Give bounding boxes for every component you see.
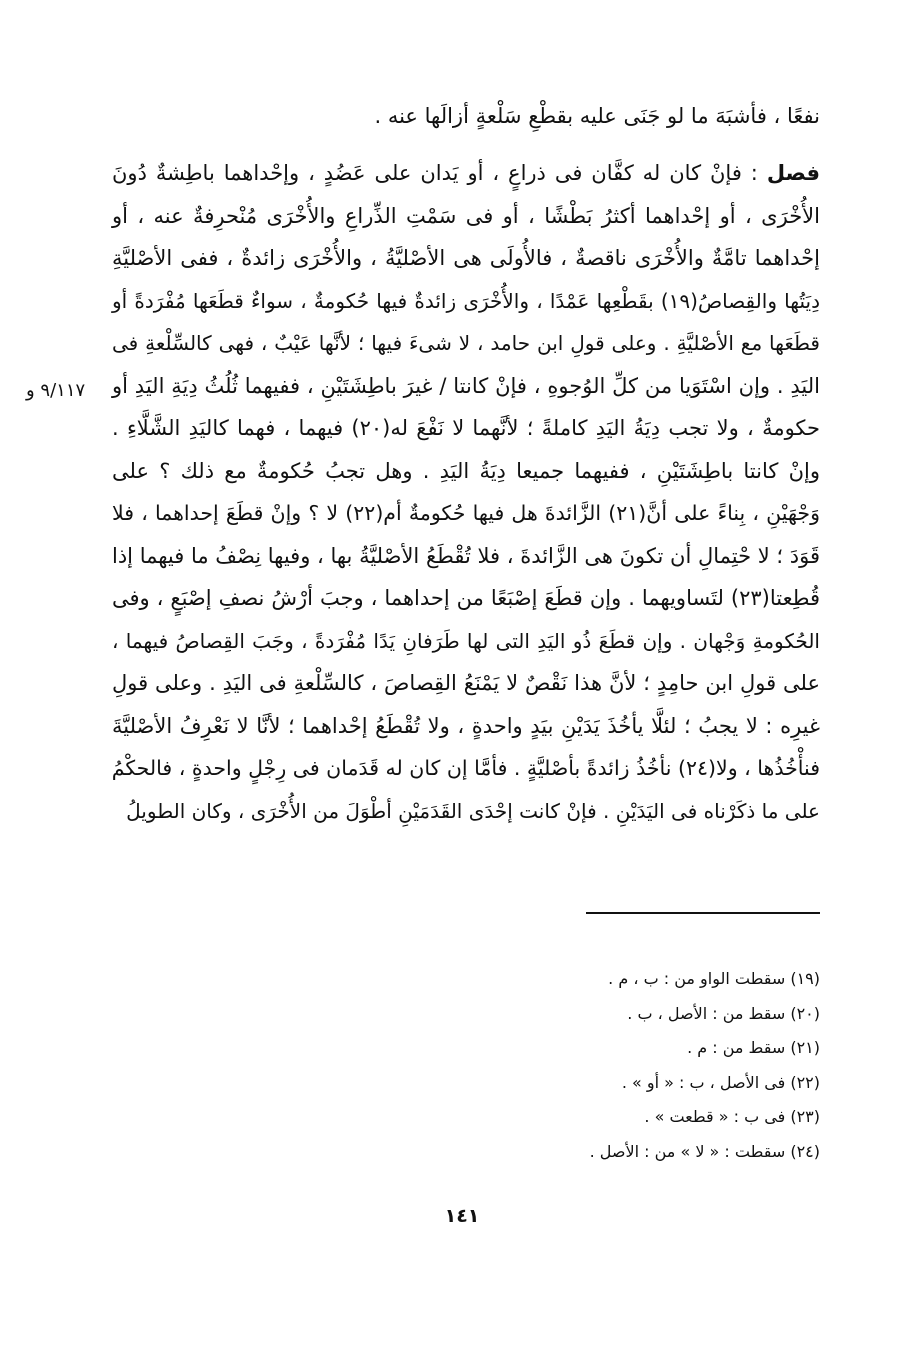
- text-line: فنأْخُذُها ، ولا(٢٤) نأخُذُ زائدةً بأصْليَّةٍ . فأمَّا إن كان له قَدَمان فى رِجْلٍ واحدةٍ ، فالحكْمُ: [111, 756, 820, 780]
- text-line: الحُكومةِ وَجْهان . وإن قطَعَ ذُو اليَدِ التى لها طَرَفانِ يَدًا مُفْرَدةً ، وجَبَ القِصاصُ فيهما ،: [112, 628, 820, 653]
- paragraph-first-line: [112, 152, 820, 195]
- footnote: (٢١) سقط من : م .: [687, 1038, 820, 1057]
- main-paragraph: [112, 152, 820, 832]
- text-line: غيرِه : لا يجبُ ؛ لئلَّا يأخُذَ يَدَيْنِ بيَدٍ واحدةٍ ، ولا تُقْطَعُ إحْداهما ؛ لأنَّا لا نَعْرِفُ الأصْليَّةَ: [112, 713, 820, 738]
- footnotes: [400, 962, 820, 1169]
- text-line: على ما ذكَرْناه فى اليَدَيْنِ . فإنْ كانت إحْدَى القَدَمَيْنِ أطْوَلَ من الأُخْرَى ، وكان الطويلُ: [126, 798, 820, 823]
- text-line: إحْداهما تامَّةٌ والأُخْرَى ناقصةٌ ، فالأُولَى هى الأصْليَّةُ ، والأُخْرَى زائدةٌ ، ففى الأصْليَّةِ: [112, 246, 820, 270]
- page-number: ١٤١: [444, 1205, 480, 1227]
- footnote: (٢٠) سقط من : الأصل ، ب .: [627, 1003, 820, 1023]
- text-line: قَوَدَ ؛ لا حْتِمالِ أن تكونَ هى الزَّائدةَ ، فلا تُقْطَعُ الأصْليَّةُ بها ، وفيها نِصْفُ ما فيهما إذا: [112, 543, 820, 568]
- text-line: على قولِ ابن حامِدٍ ؛ لأنَّ هذا نَقْصٌ لا يَمْنَعُ القِصاصَ ، كالسِّلْعةِ فى اليَدِ . وعلى قولِ: [112, 671, 820, 695]
- footnote: (١٩) سقطت الواو من : ب ، م .: [608, 969, 820, 988]
- text-line: حكومةٌ ، ولا تجب دِيَةُ اليَدِ كاملةً ؛ لأنَّهما لا نَفْعَ له(٢٠) فيهما ، فهما كاليَدِ الشَّلَّاءِ .: [112, 416, 821, 440]
- text-line: وإنْ كانتا باطِشَتَيْنِ ، ففيهما جميعا دِيَةُ اليَدِ . وهل تجبُ حُكومةٌ مع ذلك ؟ على: [112, 458, 820, 483]
- text-line: قُطِعتا(٢٣) لتَساويهما . وإن قطَعَ إصْبَعًا من إحداهما ، وجبَ أرْشُ نصفِ إصْبَعٍ ، وفى: [112, 586, 820, 610]
- footnote: (٢٢) فى الأصل ، ب : « أو » .: [621, 1072, 820, 1092]
- first-line-text: : فإنْ كان له كفَّان فى ذراعٍ ، أو يَدان على عَضُدٍ ، وإحْداهما باطِشةٌ دُونَ: [112, 161, 767, 185]
- intro-block: [112, 95, 820, 138]
- footnote-divider: [586, 912, 820, 914]
- text-line: دِيَتُها والقِصاصُ(١٩) بقَطْعِها عَمْدًا ، والأُخْرَى زائدةٌ فيها حُكومةٌ ، سواءٌ قطَعَها مُفْرَدةً أو: [112, 288, 821, 313]
- margin-folio-note: ٩/١١٧ و: [26, 380, 86, 401]
- intro-line: نفعًا ، فأشبَهَ ما لو جَنَى عليه بقطْعِ سَلْعةٍ أزالَها عنه .: [374, 104, 820, 128]
- text-line: اليَدِ . وإن اسْتَوَيا من كلِّ الوُجوهِ ، فإنْ كانتا / غيرَ باطِشَتَيْنِ ، ففيهما ثُلُثُ دِيَةِ اليَدِ أو: [112, 373, 820, 398]
- footnote: (٢٣) فى ب : « قطعت » .: [644, 1107, 820, 1126]
- footnote: (٢٤) سقطت : « لا » من : الأصل .: [589, 1141, 820, 1161]
- text-line: قطَعَها مع الأصْليَّةِ . وعلى قولِ ابن حامد ، لا شىءَ فيها ؛ لأنَّها عَيْبٌ ، فهى كالسِّلْعةِ فى: [112, 331, 820, 355]
- text-line: وَجْهَيْنِ ، بِناءً على أنَّ(٢١) الزَّائدةَ هل فيها حُكومةٌ أم(٢٢) لا ؟ وإنْ قطَعَ إحداهما ، فلا: [112, 501, 820, 525]
- text-line: الأُخْرَى ، أو إحْداهما أكثرُ بَطْشًا ، أو فى سَمْتِ الذِّراعِ والأُخْرَى مُنْحرِفةٌ عنه ، أو: [112, 203, 820, 228]
- section-label: فصل: [766, 161, 820, 185]
